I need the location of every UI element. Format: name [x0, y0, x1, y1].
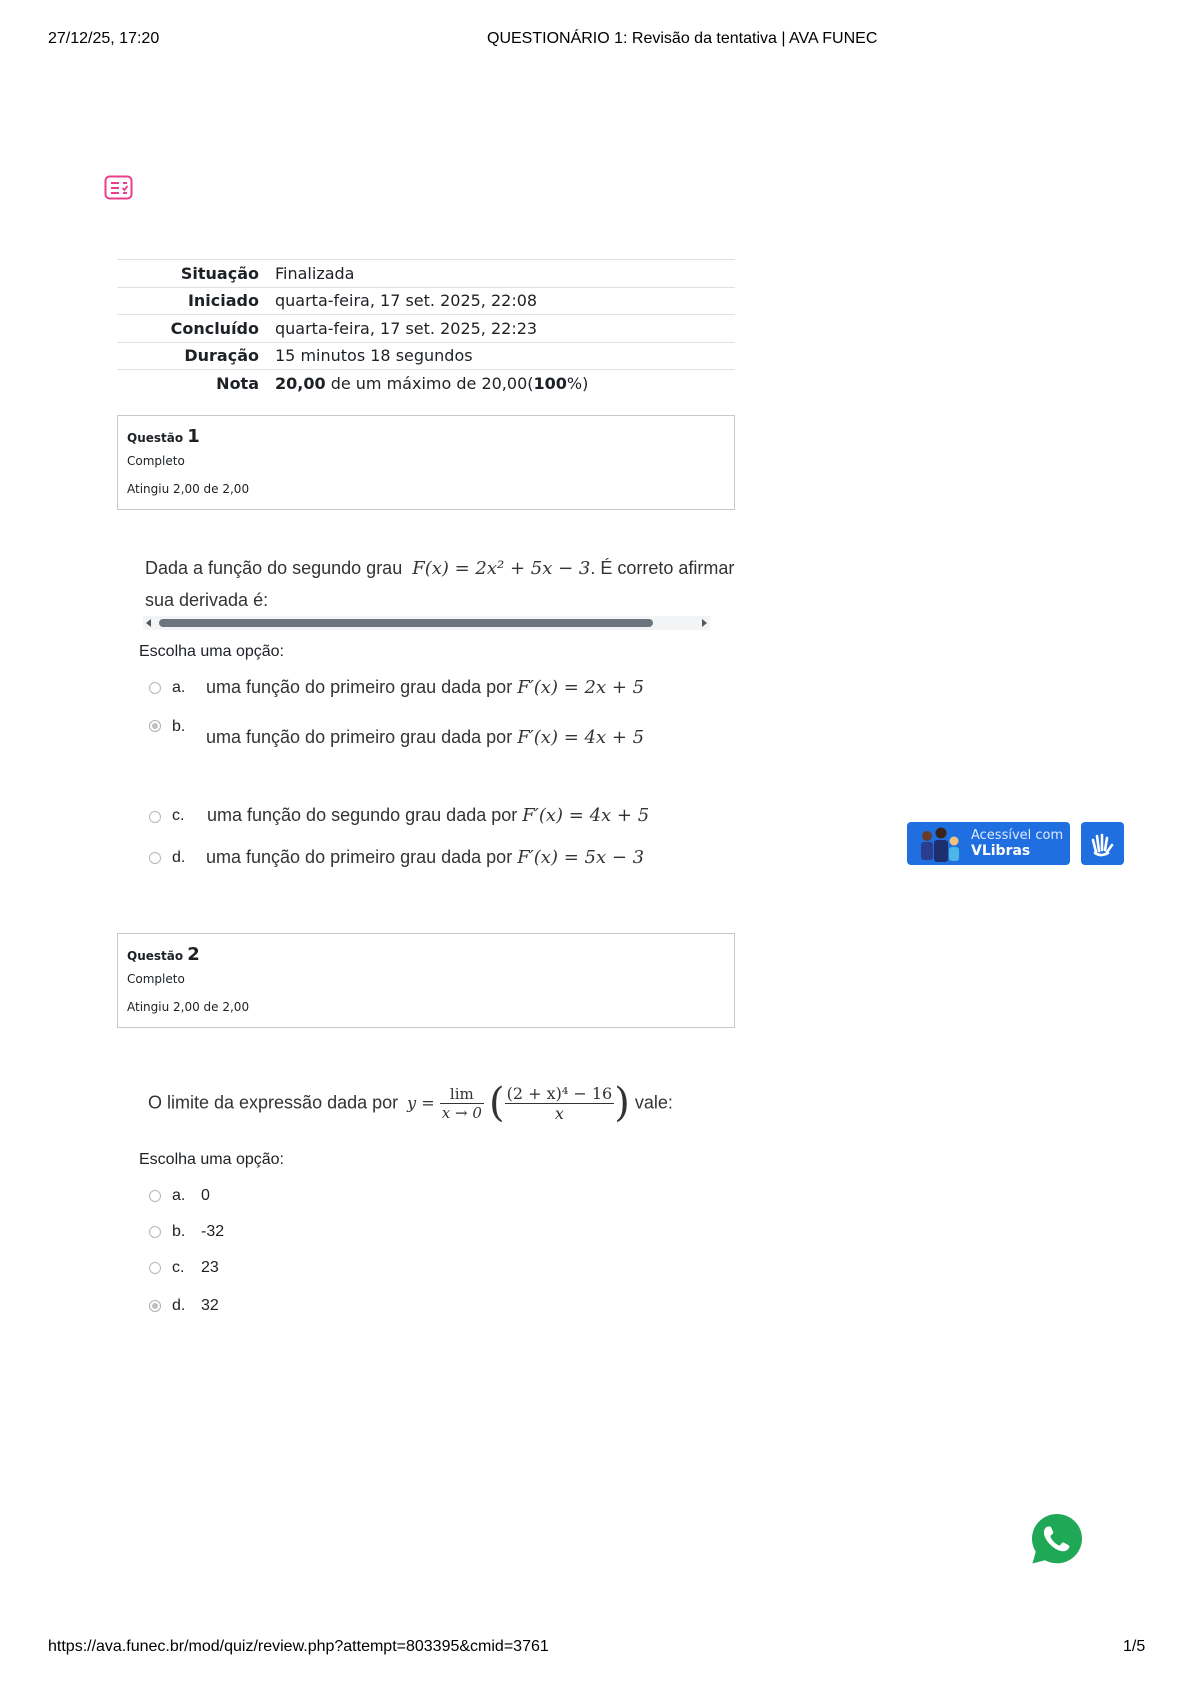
- question-number: Questão 2: [127, 944, 200, 965]
- question-info-1: [117, 415, 735, 510]
- option-radio-b[interactable]: [149, 1226, 161, 1238]
- choose-option-prompt: Escolha uma opção:: [139, 1151, 284, 1168]
- grade-middle: de um máximo de 20,00(: [325, 374, 534, 393]
- option-radio-c[interactable]: [149, 811, 161, 823]
- option-letter: d.: [172, 849, 186, 866]
- attempt-summary-table: [117, 259, 735, 397]
- vlibras-avatars-icon: [915, 826, 967, 865]
- question-info-2: [117, 933, 735, 1028]
- option-radio-d[interactable]: [149, 852, 161, 864]
- option-text-b[interactable]: -32: [201, 1223, 225, 1240]
- option-text-a[interactable]: uma função do primeiro grau dada por F′(x) = 2x + 5: [206, 677, 645, 698]
- vlibras-badge[interactable]: [907, 822, 1070, 865]
- question-text-2: O limite da expressão dada por y = $\frac{\lim}{x \to 0}$ ( $\frac{\text{(2 + x)⁴ − 16}}{x}$ ) vale:: [148, 1080, 673, 1126]
- question-text-1-line2: sua derivada é:: [145, 590, 269, 610]
- option-text-d[interactable]: 32: [201, 1297, 219, 1314]
- option-letter: a.: [172, 679, 186, 696]
- option-radio-c[interactable]: [149, 1262, 161, 1274]
- option-radio-d-selected[interactable]: [149, 1300, 161, 1312]
- summary-row-started: [117, 287, 735, 315]
- option-letter: c.: [172, 1259, 185, 1276]
- option-radio-a[interactable]: [149, 682, 161, 694]
- option-text-c[interactable]: uma função do segundo grau dada por F′(x) = 4x + 5: [207, 805, 650, 826]
- summary-row-completed: [117, 315, 735, 343]
- summary-label: Duração: [184, 346, 259, 366]
- summary-row-status: [117, 260, 735, 288]
- quiz-icon: [104, 175, 134, 201]
- question-grade: Atingiu 2,00 de 2,00: [127, 1000, 250, 1014]
- scrollbar-thumb[interactable]: [159, 619, 653, 627]
- vlibras-line1: Acessível com: [971, 828, 1064, 843]
- question-text-1: Dada a função do segundo grau F(x) = 2x² + 5x − 3. É correto afirmar: [145, 558, 735, 579]
- option-letter: d.: [172, 1297, 186, 1314]
- option-text-c[interactable]: 23: [201, 1259, 219, 1276]
- grade-score: 20,00: [275, 374, 326, 393]
- whatsapp-icon: [1029, 1511, 1085, 1567]
- summary-value: quarta-feira, 17 set. 2025, 22:23: [275, 318, 538, 338]
- option-letter: b.: [172, 718, 186, 735]
- option-text-d[interactable]: uma função do primeiro grau dada por F′(x) = 5x − 3: [206, 847, 645, 868]
- sign-language-hands-icon: [1081, 822, 1124, 865]
- scroll-right-arrow-icon[interactable]: [702, 619, 707, 627]
- option-text-b[interactable]: uma função do primeiro grau dada por F′(x) = 4x + 5: [206, 727, 645, 748]
- question-grade: Atingiu 2,00 de 2,00: [127, 482, 250, 496]
- formula: F(x) = 2x² + 5x − 3: [412, 558, 591, 579]
- summary-value: Finalizada: [275, 263, 355, 283]
- summary-row-duration: [117, 342, 735, 370]
- summary-label: Nota: [216, 374, 259, 393]
- vlibras-hands-button[interactable]: [1081, 822, 1124, 865]
- question-number: Questão 1: [127, 426, 200, 447]
- summary-label: Iniciado: [187, 291, 259, 311]
- print-url: https://ava.funec.br/mod/quiz/review.php?attempt=803395&cmid=3761: [48, 1638, 549, 1655]
- question-state: Completo: [127, 454, 185, 468]
- whatsapp-button[interactable]: [1029, 1511, 1085, 1567]
- option-radio-b-selected[interactable]: [149, 720, 161, 732]
- summary-label: Concluído: [170, 318, 259, 338]
- scroll-left-arrow-icon[interactable]: [146, 619, 151, 627]
- summary-row-grade: [117, 370, 735, 398]
- limit-formula: y = $\frac{\lim}{x \to 0}$ ( $\frac{\text{(2 + x)⁴ − 16}}{x}$ ): [407, 1080, 630, 1126]
- print-datetime: 27/12/25, 17:20: [48, 30, 160, 47]
- print-page-title: QUESTIONÁRIO 1: Revisão da tentativa | AVA FUNEC: [487, 30, 878, 47]
- horizontal-scrollbar[interactable]: [143, 616, 710, 630]
- option-radio-a[interactable]: [149, 1190, 161, 1202]
- summary-value: quarta-feira, 17 set. 2025, 22:08: [275, 291, 538, 311]
- summary-grade-value: [275, 370, 735, 398]
- question-state: Completo: [127, 972, 185, 986]
- option-text-a[interactable]: 0: [201, 1187, 210, 1204]
- option-letter: a.: [172, 1187, 186, 1204]
- grade-tail: %): [566, 374, 589, 393]
- summary-label: Situação: [180, 263, 259, 283]
- vlibras-line2: VLibras: [971, 843, 1031, 859]
- option-letter: b.: [172, 1223, 186, 1240]
- choose-option-prompt: Escolha uma opção:: [139, 643, 284, 660]
- print-page-number: 1/5: [1123, 1638, 1146, 1655]
- option-letter: c.: [172, 807, 185, 824]
- grade-percent: 100: [533, 374, 567, 393]
- summary-value: 15 minutos 18 segundos: [275, 346, 473, 366]
